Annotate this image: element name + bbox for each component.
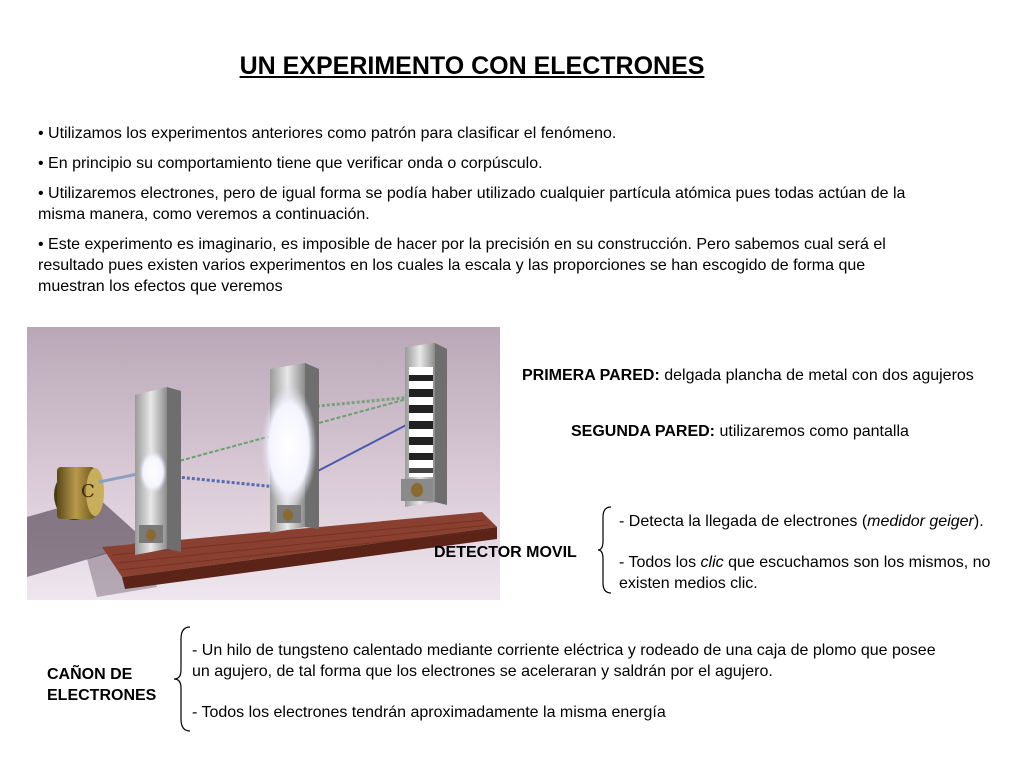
page-title: UN EXPERIMENTO CON ELECTRONES: [239, 52, 705, 80]
detector-note: - Detecta la llegada de electrones (medidor geiger).: [619, 513, 984, 530]
bullet-item: • En principio su comportamiento tiene que verificar onda o corpúsculo.: [38, 155, 543, 172]
primera-pared-text: delgada plancha de metal con dos agujeros: [664, 367, 974, 384]
svg-text:C: C: [81, 481, 95, 502]
segunda-pared-text: utilizaremos como pantalla: [719, 423, 909, 440]
bullet-list: [38, 123, 908, 306]
canon-brace: [172, 625, 192, 733]
detector-label: DETECTOR MOVIL: [434, 544, 577, 561]
bullet-item: • Este experimento es imaginario, es imposible de hacer por la precisión en su construcción. Pero sabemos cual será el resultado pues existen varios experimentos en los cuales la escala y las proporciones se han escogido de forma que muestran los efectos que veremos: [38, 236, 886, 295]
primera-pared-label: PRIMERA PARED:: [522, 367, 660, 384]
bullet-item: • Utilizaremos electrones, pero de igual forma se podía haber utilizado cualquier partícula atómica pues todas actúan de la misma manera, como veremos a continuación.: [38, 185, 906, 223]
segunda-pared-caption: [571, 423, 909, 441]
detector-note: - Todos los clic que escuchamos son los mismos, no existen medios clic.: [619, 554, 991, 592]
canon-notes: [192, 640, 952, 723]
detector-notes: [619, 511, 1019, 594]
bullet-item: • Utilizamos los experimentos anteriores como patrón para clasificar el fenómeno.: [38, 125, 617, 142]
primera-pared-caption: [522, 367, 974, 385]
canon-label: CAÑON DE ELECTRONES: [47, 666, 157, 704]
canon-note: - Todos los electrones tendrán aproximadamente la misma energía: [192, 704, 666, 721]
experiment-illustration: [27, 327, 500, 600]
segunda-pared-label: SEGUNDA PARED:: [571, 423, 716, 440]
detector-brace: [597, 505, 613, 595]
canon-note: - Un hilo de tungsteno calentado mediante corriente eléctrica y rodeado de una caja de plomo que posee un agujero, de tal forma que los electrones se aceleraran y saldrán por el agujero.: [192, 642, 936, 680]
